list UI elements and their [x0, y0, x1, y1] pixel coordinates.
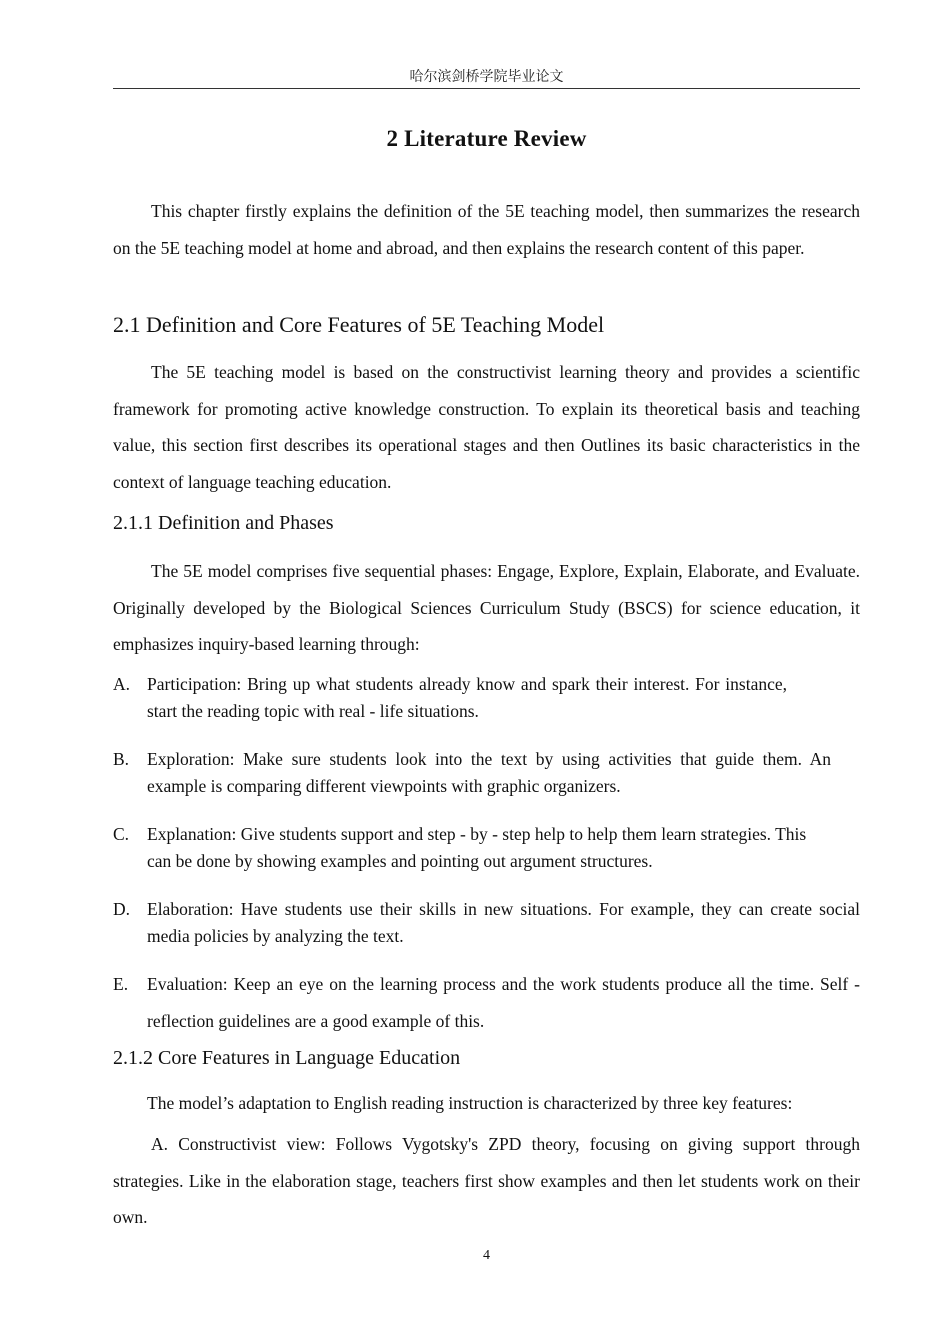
feature-a-paragraph: A. Constructivist view: Follows Vygotsky's ZPD theory, focusing on giving support through strategies. Like in the elaboration stage, teachers first show examples and then let students work on their own.: [113, 1134, 860, 1227]
page-number: 4: [483, 1248, 490, 1263]
intro-paragraph: This chapter firstly explains the definition of the 5E teaching model, then summarizes the research on the 5E teaching model at home and abroad, and then explains the research content of this paper.: [113, 201, 860, 258]
list-item: [113, 671, 860, 725]
list-item-text: Exploration: Make sure students look into the text by using activities that guide them. An example is comparing different viewpoints with graphic organizers.: [147, 749, 831, 796]
section-heading-2-1-1: 2.1.1 Definition and Phases: [113, 512, 334, 534]
section-2-1-2-intro: The model’s adaptation to English reading instruction is characterized by three key features:: [147, 1093, 793, 1113]
chapter-title: 2 Literature Review: [386, 126, 587, 151]
header-rule: [113, 88, 860, 89]
section-2-1-1-paragraph: The 5E model comprises five sequential phases: Engage, Explore, Explain, Elaborate, and Evaluate. Originally developed by the Biological Sciences Curriculum Study (BSCS) for science education, it emphasizes inquiry-based learning through:: [113, 561, 860, 654]
list-item-text: Evaluation: Keep an eye on the learning process and the work students produce all the time. Self - reflection guidelines are a good example of this.: [147, 974, 860, 1031]
list-item: [113, 966, 860, 1040]
list-item-text: Participation: Bring up what students already know and spark their interest. For instance, start the reading topic with real - life situations.: [147, 674, 787, 721]
list-item: [113, 746, 860, 800]
list-item-letter: D.: [113, 899, 131, 919]
list-item-text: Elaboration: Have students use their skills in new situations. For example, they can create social media policies by analyzing the text.: [147, 899, 860, 946]
list-item-letter: B.: [113, 749, 130, 769]
list-item: [113, 896, 860, 950]
list-item-letter: A.: [113, 674, 131, 694]
list-item-letter: E.: [113, 974, 129, 994]
list-item-letter: C.: [113, 824, 130, 844]
list-item: [113, 821, 860, 875]
section-2-1-paragraph: The 5E teaching model is based on the constructivist learning theory and provides a scientific framework for promoting active knowledge construction. To explain its theoretical basis and teaching value, this section first describes its operational stages and then Outlines its basic characteristics in the context of language teaching education.: [113, 362, 860, 492]
section-heading-2-1-2: 2.1.2 Core Features in Language Education: [113, 1047, 461, 1069]
page-header: 哈尔滨剑桥学院毕业论文: [409, 70, 564, 85]
list-item-text: Explanation: Give students support and step - by - step help to help them learn strategies. This can be done by showing examples and pointing out argument structures.: [147, 824, 807, 871]
section-heading-2-1: 2.1 Definition and Core Features of 5E Teaching Model: [113, 312, 605, 337]
